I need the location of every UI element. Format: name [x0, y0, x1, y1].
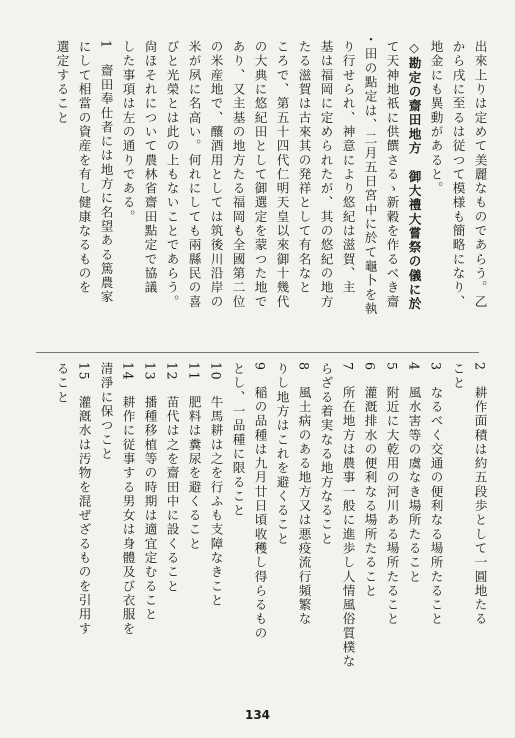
text-column: した事項は左の通りである。 [120, 40, 136, 224]
list-item-column: らざる着実なる地方なること [318, 362, 334, 546]
list-item-column: こと [450, 362, 466, 391]
list-item-column: 9 稲の品種は九月廿日頃收穫し得らるもの [252, 362, 268, 641]
text-column: びと光榮とは此の上もないことであらう。 [164, 40, 180, 309]
list-item-column: 11 肥料は糞尿を避くること [186, 362, 202, 551]
text-column: 基は福岡に定められたが、其の悠紀の地方 [318, 40, 334, 309]
list-item-column: 5 附近に大乾用の河川ある場所たること [384, 362, 400, 627]
list-item-column: 15 灌漑水は汚物を混ぜざるものを引用す [76, 362, 92, 636]
text-column: の大典に悠紀田として御選定を蒙つた地で [252, 40, 268, 309]
list-item-column: 2 耕作面積は約五段歩として一圓地たる [472, 362, 488, 627]
list-item-column: 7 所在地方は農事一般に進歩し人情風俗質樸な [340, 362, 356, 669]
list-item-column: 清淨に保つこと [98, 362, 114, 462]
text-column: ◇勘定の齋田地方 御大禮大嘗祭の儀に於 [406, 40, 422, 312]
text-column: 出來上りは定めて美麗なものであらう。乙 [472, 40, 488, 309]
page-number: 134 [244, 708, 271, 722]
list-item-column: 12 苗代は之を齋田中に設くること [164, 362, 180, 594]
text-column: 地金にも異動があると。 [428, 40, 444, 196]
list-item-column: 4 風水害等の虞なき場所たること [406, 362, 422, 584]
text-column: 米が夙に名高い。何れにしても兩縣民の喜 [186, 40, 202, 309]
list-item-column: ること [54, 362, 70, 405]
list-item-column: 3 なるべく交通の便利なる場所たること [428, 362, 444, 627]
text-column: たる滋賀は古來其の発祥として有名なと [296, 40, 312, 295]
text-column: にして相當の資産を有し健康なるものを [76, 40, 92, 295]
text-column: あり、又主基の地方たる福岡も全國第二位 [230, 40, 246, 309]
text-column: ころで、第五十四代仁明天皇以來御十幾代 [274, 40, 290, 309]
list-item-column: 8 風土病のある地方又は悪疫流行頻繁な [296, 362, 312, 627]
text-column: て天神地祇に供饌さるゝ新穀を作るべき齋 [384, 40, 400, 309]
list-item-column: 10 牛馬耕は之を行ふも支障なきこと [208, 362, 224, 608]
text-column: 1 齋田奉仕者には地方に名望ある篤農家 [98, 40, 114, 305]
text-column: ・田の點定は、二月五日宮中に於て龜卜を執 [362, 33, 378, 316]
list-item-column: りし地方はこれを避くること [274, 362, 290, 546]
text-column: の米産地で、釀酒用としては筑後川沿岸の [208, 40, 224, 309]
list-item-column: 14 耕作に従事する男女は身體及び衣服を [120, 362, 136, 636]
text-column: から戌に至るは従つて模様も簡略になり、 [450, 40, 466, 309]
text-column: 選定すること [54, 40, 70, 125]
list-item-column: 13 播種移植等の時期は適宜定むること [142, 362, 158, 622]
section-divider [36, 352, 479, 353]
list-item-column: 6 灌漑排水の便利なる場所たること [362, 362, 378, 598]
text-column: 尙ほそれについて農林省齋田點定で協議 [142, 40, 158, 295]
text-column: り行せられ、神意により悠紀は滋賀、主 [340, 40, 356, 295]
list-item-column: とし、一品種に限ること [230, 362, 246, 518]
